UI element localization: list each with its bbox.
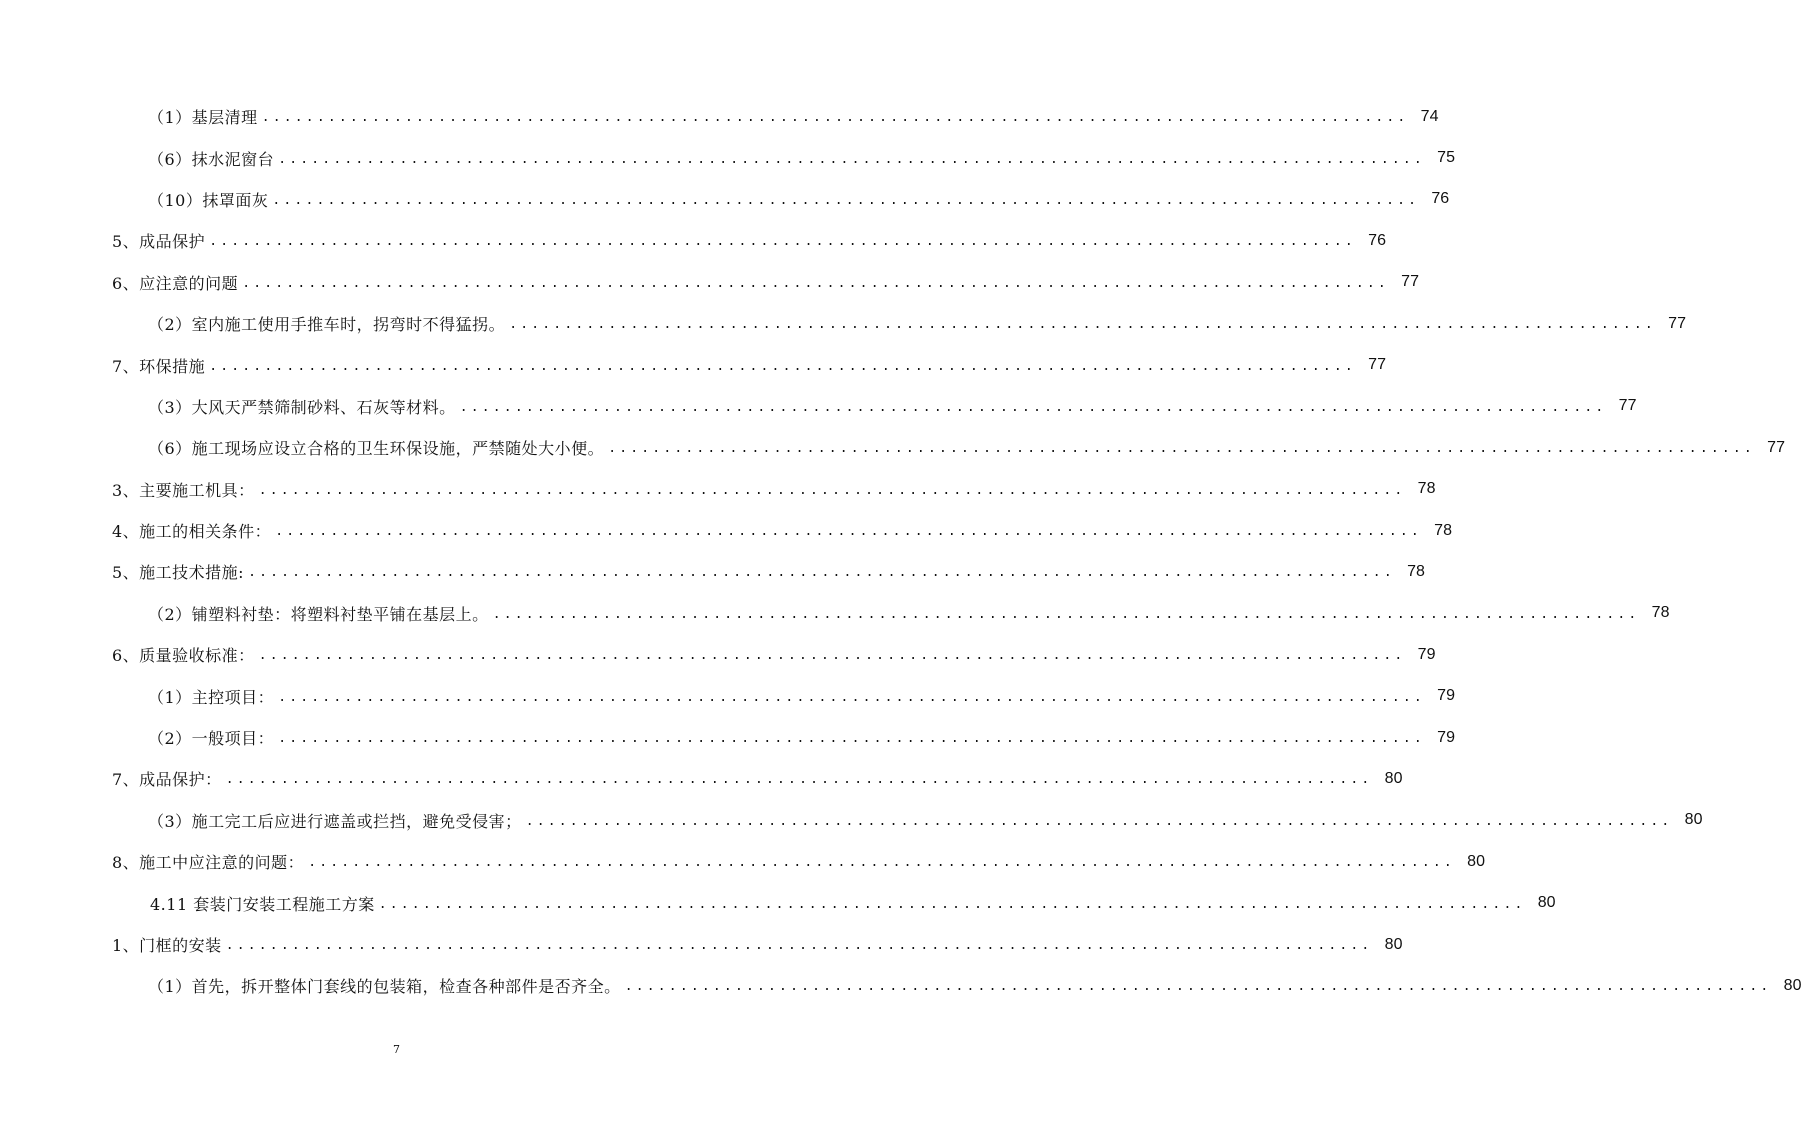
toc-entry-title: 7、环保措施: [112, 356, 206, 376]
toc-dot-leader: ........................................................................................................: [624, 979, 1772, 995]
toc-dot-leader: ........................................................................................................: [209, 358, 1356, 374]
toc-dot-leader: ........................................................................................................: [459, 399, 1607, 415]
toc-entry-page: 76: [1368, 231, 1386, 249]
toc-entry-page: 80: [1467, 852, 1485, 870]
toc-entry[interactable]: [0, 882, 1556, 923]
toc-entry[interactable]: [0, 179, 1450, 220]
toc-entry-title: （3）大风天严禁筛制砂料、石灰等材料。: [148, 397, 456, 417]
toc-entry-title: （2）室内施工使用手推车时，拐弯时不得猛拐。: [148, 315, 506, 335]
toc-entry-page: 79: [1437, 728, 1455, 746]
toc-entry-title: 5、成品保护: [112, 232, 206, 252]
toc-entry-page: 80: [1537, 894, 1556, 912]
toc-entry-title: （6）抹水泥窗台: [148, 149, 275, 169]
toc-entry[interactable]: [0, 841, 1485, 882]
toc-entry-title: （1）基层清理: [148, 108, 258, 128]
toc-dot-leader: ........................................................................................................: [248, 565, 1395, 581]
toc-entry[interactable]: [0, 758, 1403, 799]
toc-entry-title: 3、主要施工机具：: [112, 480, 255, 500]
toc-dot-leader: ........................................................................................................: [525, 813, 1673, 829]
toc-entry-title: 4.11 套装门安装工程施工方案: [150, 894, 375, 914]
toc-entry-page: 77: [1767, 438, 1785, 456]
toc-entry[interactable]: [0, 924, 1403, 965]
toc-dot-leader: ........................................................................................................: [509, 317, 1656, 333]
toc-dot-leader: ........................................................................................................: [278, 689, 1425, 705]
toc-entry-page: 78: [1651, 604, 1670, 622]
toc-entry-page: 77: [1618, 397, 1637, 415]
toc-dot-leader: ........................................................................................................: [308, 855, 1455, 871]
toc-entry[interactable]: [0, 800, 1703, 841]
toc-dot-leader: ........................................................................................................: [492, 606, 1640, 622]
toc-entry[interactable]: [0, 220, 1386, 261]
toc-dot-leader: ........................................................................................................: [225, 772, 1373, 788]
toc-dot-leader: ........................................................................................................: [278, 731, 1425, 747]
toc-entry-page: 80: [1783, 976, 1801, 994]
toc-dot-leader: ........................................................................................................: [258, 482, 1406, 498]
toc-entry-page: 78: [1417, 480, 1436, 498]
toc-entry-title: （1）主控项目：: [148, 687, 275, 707]
toc-entry[interactable]: [0, 634, 1436, 675]
toc-dot-leader: ........................................................................................................: [275, 524, 1422, 540]
toc-entry-page: 80: [1384, 935, 1403, 953]
toc-entry-title: （6）施工现场应设立合格的卫生环保设施，严禁随处大小便。: [148, 439, 605, 459]
toc-entry-page: 78: [1434, 521, 1452, 539]
toc-dot-leader: ........................................................................................................: [272, 192, 1420, 208]
toc-entry-title: 6、应注意的问题: [112, 273, 239, 293]
toc-entry-title: 6、质量验收标准：: [112, 646, 255, 666]
toc-entry[interactable]: [0, 262, 1419, 303]
toc-entry-title: 1、门框的安装: [112, 936, 222, 955]
toc-dot-leader: ........................................................................................................: [209, 234, 1356, 250]
toc-entry-page: 74: [1420, 107, 1439, 125]
toc-entry[interactable]: [0, 675, 1455, 716]
toc-entry-page: 75: [1437, 149, 1455, 167]
toc-entry[interactable]: [0, 469, 1436, 510]
toc-entry-title: 4、施工的相关条件：: [112, 522, 272, 542]
toc-entry-title: （10）抹罩面灰: [148, 190, 269, 210]
toc-entry[interactable]: [0, 386, 1637, 427]
toc-entry[interactable]: [0, 510, 1452, 551]
toc-dot-leader: ........................................................................................................: [608, 441, 1755, 457]
toc-entry-title: 5、施工技术措施:: [112, 563, 245, 583]
toc-entry-page: 77: [1401, 273, 1419, 291]
toc-dot-leader: ........................................................................................................: [278, 151, 1425, 167]
toc-entry[interactable]: [0, 965, 1801, 1006]
toc-dot-leader: ........................................................................................................: [242, 275, 1389, 291]
toc-entry-title: （2）一般项目：: [148, 729, 275, 749]
toc-entry[interactable]: [0, 137, 1455, 178]
toc-entry-page: 77: [1668, 314, 1686, 332]
toc-entry[interactable]: [0, 303, 1686, 344]
toc-entry-title: （2）铺塑料衬垫：将塑料衬垫平铺在基层上。: [148, 604, 489, 624]
toc-entry-page: 78: [1407, 562, 1425, 580]
toc-entry-page: 80: [1684, 811, 1703, 829]
toc-dot-leader: ........................................................................................................: [225, 938, 1373, 953]
toc-entry[interactable]: [0, 427, 1785, 468]
toc-entry-page: 77: [1368, 356, 1386, 374]
toc-dot-leader: ........................................................................................................: [258, 648, 1406, 664]
toc-entry[interactable]: [0, 593, 1670, 634]
toc-entry[interactable]: [0, 717, 1455, 758]
toc-entry-page: 79: [1437, 687, 1455, 705]
toc-entry-title: （3）施工完工后应进行遮盖或拦挡，避免受侵害；: [148, 811, 522, 831]
page-number: 7: [393, 1043, 400, 1056]
toc-entry[interactable]: [0, 96, 1439, 137]
toc-entry-page: 79: [1417, 645, 1436, 663]
toc-entry-page: 76: [1431, 190, 1450, 208]
toc-entry-title: （1）首先，拆开整体门套线的包装箱，检查各种部件是否齐全。: [148, 977, 621, 997]
toc-dot-leader: ........................................................................................................: [378, 896, 1526, 912]
toc-entry-title: 7、成品保护：: [112, 770, 222, 790]
toc-dot-leader: ........................................................................................................: [261, 110, 1409, 126]
toc-entry[interactable]: [0, 551, 1425, 592]
toc-entry[interactable]: [0, 344, 1386, 385]
table-of-contents: [0, 96, 1801, 1007]
toc-entry-title: 8、施工中应注意的问题：: [112, 853, 305, 873]
toc-entry-page: 80: [1384, 769, 1403, 787]
